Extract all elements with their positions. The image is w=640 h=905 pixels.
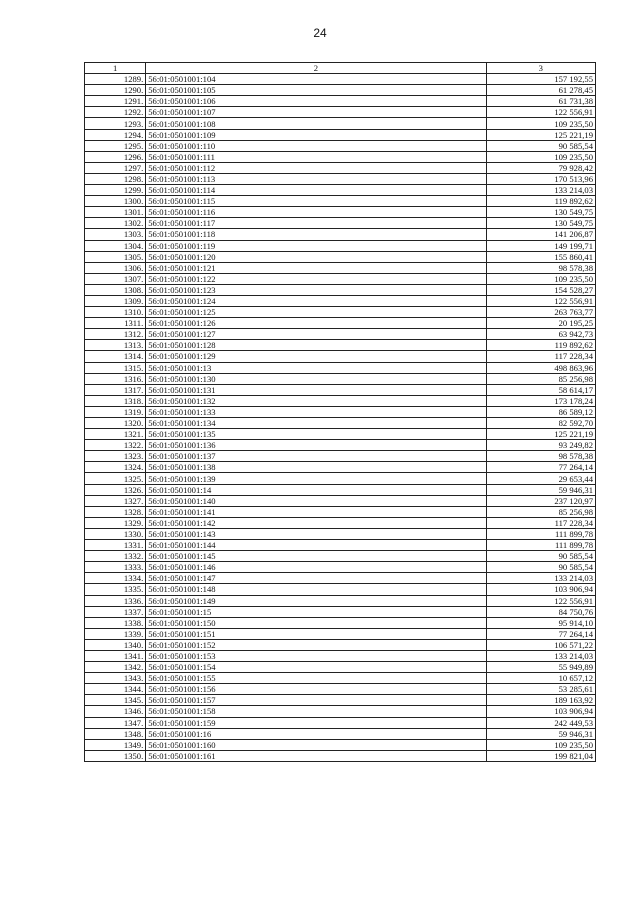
table-row [85, 540, 596, 551]
cadastral-number-cell: 56:01:0501001:131 [146, 384, 486, 395]
value-cell: 237 120,97 [486, 495, 595, 506]
row-number-cell: 1309. [85, 295, 146, 306]
row-number-cell: 1327. [85, 495, 146, 506]
table-row [85, 595, 596, 606]
row-number-cell: 1337. [85, 606, 146, 617]
cadastral-number-cell: 56:01:0501001:125 [146, 307, 486, 318]
table-row [85, 462, 596, 473]
value-cell: 82 592,70 [486, 418, 595, 429]
value-cell: 109 235,50 [486, 118, 595, 129]
row-number-cell: 1289. [85, 74, 146, 85]
table-row [85, 473, 596, 484]
value-cell: 84 750,76 [486, 606, 595, 617]
row-number-cell: 1313. [85, 340, 146, 351]
value-cell: 149 199,71 [486, 240, 595, 251]
row-number-cell: 1341. [85, 650, 146, 661]
row-number-cell: 1328. [85, 506, 146, 517]
value-cell: 263 763,77 [486, 307, 595, 318]
value-cell: 61 278,45 [486, 85, 595, 96]
cadastral-number-cell: 56:01:0501001:137 [146, 451, 486, 462]
cadastral-number-cell: 56:01:0501001:136 [146, 440, 486, 451]
value-cell: 130 549,75 [486, 207, 595, 218]
row-number-cell: 1333. [85, 562, 146, 573]
row-number-cell: 1324. [85, 462, 146, 473]
cadastral-number-cell: 56:01:0501001:144 [146, 540, 486, 551]
table-row [85, 307, 596, 318]
cadastral-number-cell: 56:01:0501001:117 [146, 218, 486, 229]
cadastral-number-cell: 56:01:0501001:143 [146, 528, 486, 539]
cadastral-number-cell: 56:01:0501001:159 [146, 717, 486, 728]
row-number-cell: 1303. [85, 229, 146, 240]
cadastral-number-cell: 56:01:0501001:158 [146, 706, 486, 717]
row-number-cell: 1297. [85, 162, 146, 173]
table-row [85, 384, 596, 395]
value-cell: 133 214,03 [486, 650, 595, 661]
table-row [85, 207, 596, 218]
cadastral-number-cell: 56:01:0501001:156 [146, 684, 486, 695]
cadastral-number-cell: 56:01:0501001:146 [146, 562, 486, 573]
value-cell: 189 163,92 [486, 695, 595, 706]
table-row [85, 96, 596, 107]
cadastral-number-cell: 56:01:0501001:122 [146, 273, 486, 284]
cadastral-number-cell: 56:01:0501001:120 [146, 251, 486, 262]
value-cell: 59 946,31 [486, 728, 595, 739]
column-header-1: 1 [85, 63, 146, 74]
table-row [85, 284, 596, 295]
table-row [85, 728, 596, 739]
cadastral-number-cell: 56:01:0501001:112 [146, 162, 486, 173]
cadastral-number-cell: 56:01:0501001:155 [146, 673, 486, 684]
cadastral-number-cell: 56:01:0501001:139 [146, 473, 486, 484]
value-cell: 122 556,91 [486, 295, 595, 306]
table-row [85, 129, 596, 140]
table-row [85, 373, 596, 384]
row-number-cell: 1315. [85, 362, 146, 373]
table-row [85, 650, 596, 661]
cadastral-number-cell: 56:01:0501001:150 [146, 617, 486, 628]
row-number-cell: 1296. [85, 151, 146, 162]
table-row [85, 185, 596, 196]
value-cell: 61 731,38 [486, 96, 595, 107]
value-cell: 133 214,03 [486, 573, 595, 584]
table-row [85, 695, 596, 706]
value-cell: 109 235,50 [486, 739, 595, 750]
cadastral-number-cell: 56:01:0501001:160 [146, 739, 486, 750]
value-cell: 154 528,27 [486, 284, 595, 295]
value-cell: 90 585,54 [486, 551, 595, 562]
value-cell: 111 899,78 [486, 540, 595, 551]
cadastral-number-cell: 56:01:0501001:148 [146, 584, 486, 595]
table-row [85, 196, 596, 207]
value-cell: 119 892,62 [486, 196, 595, 207]
cadastral-number-cell: 56:01:0501001:126 [146, 318, 486, 329]
table-row [85, 506, 596, 517]
row-number-cell: 1342. [85, 662, 146, 673]
value-cell: 90 585,54 [486, 562, 595, 573]
row-number-cell: 1325. [85, 473, 146, 484]
cadastral-number-cell: 56:01:0501001:115 [146, 196, 486, 207]
row-number-cell: 1300. [85, 196, 146, 207]
value-cell: 98 578,38 [486, 262, 595, 273]
row-number-cell: 1295. [85, 140, 146, 151]
table-body [85, 63, 596, 762]
table-row [85, 107, 596, 118]
table-row [85, 639, 596, 650]
cadastral-number-cell: 56:01:0501001:16 [146, 728, 486, 739]
row-number-cell: 1290. [85, 85, 146, 96]
table-row [85, 329, 596, 340]
cadastral-number-cell: 56:01:0501001:109 [146, 129, 486, 140]
table-row [85, 74, 596, 85]
value-cell: 119 892,62 [486, 340, 595, 351]
table-row [85, 429, 596, 440]
cadastral-number-cell: 56:01:0501001:157 [146, 695, 486, 706]
value-cell: 103 906,94 [486, 584, 595, 595]
cadastral-number-cell: 56:01:0501001:133 [146, 406, 486, 417]
value-cell: 130 549,75 [486, 218, 595, 229]
value-cell: 125 221,19 [486, 429, 595, 440]
table-row [85, 406, 596, 417]
cadastral-number-cell: 56:01:0501001:138 [146, 462, 486, 473]
table-row [85, 517, 596, 528]
row-number-cell: 1338. [85, 617, 146, 628]
value-cell: 55 949,89 [486, 662, 595, 673]
table-row [85, 673, 596, 684]
value-cell: 199 821,04 [486, 750, 595, 761]
cadastral-number-cell: 56:01:0501001:14 [146, 484, 486, 495]
column-header-2: 2 [146, 63, 486, 74]
row-number-cell: 1347. [85, 717, 146, 728]
row-number-cell: 1299. [85, 185, 146, 196]
cadastral-table [84, 62, 596, 762]
cadastral-number-cell: 56:01:0501001:151 [146, 628, 486, 639]
row-number-cell: 1304. [85, 240, 146, 251]
cadastral-number-cell: 56:01:0501001:149 [146, 595, 486, 606]
table-row [85, 750, 596, 761]
row-number-cell: 1340. [85, 639, 146, 650]
cadastral-number-cell: 56:01:0501001:119 [146, 240, 486, 251]
value-cell: 173 178,24 [486, 395, 595, 406]
row-number-cell: 1293. [85, 118, 146, 129]
row-number-cell: 1339. [85, 628, 146, 639]
table-row [85, 706, 596, 717]
row-number-cell: 1306. [85, 262, 146, 273]
row-number-cell: 1326. [85, 484, 146, 495]
cadastral-number-cell: 56:01:0501001:134 [146, 418, 486, 429]
row-number-cell: 1307. [85, 273, 146, 284]
row-number-cell: 1311. [85, 318, 146, 329]
value-cell: 242 449,53 [486, 717, 595, 728]
row-number-cell: 1348. [85, 728, 146, 739]
row-number-cell: 1305. [85, 251, 146, 262]
value-cell: 103 906,94 [486, 706, 595, 717]
cadastral-number-cell: 56:01:0501001:108 [146, 118, 486, 129]
value-cell: 58 614,17 [486, 384, 595, 395]
table-row [85, 262, 596, 273]
cadastral-number-cell: 56:01:0501001:152 [146, 639, 486, 650]
cadastral-number-cell: 56:01:0501001:15 [146, 606, 486, 617]
value-cell: 155 860,41 [486, 251, 595, 262]
cadastral-number-cell: 56:01:0501001:140 [146, 495, 486, 506]
value-cell: 95 914,10 [486, 617, 595, 628]
cadastral-number-cell: 56:01:0501001:142 [146, 517, 486, 528]
table-row [85, 562, 596, 573]
cadastral-number-cell: 56:01:0501001:132 [146, 395, 486, 406]
row-number-cell: 1310. [85, 307, 146, 318]
row-number-cell: 1320. [85, 418, 146, 429]
cadastral-number-cell: 56:01:0501001:105 [146, 85, 486, 96]
row-number-cell: 1301. [85, 207, 146, 218]
value-cell: 85 256,98 [486, 506, 595, 517]
table-row [85, 173, 596, 184]
table-row [85, 739, 596, 750]
table-row [85, 528, 596, 539]
cadastral-number-cell: 56:01:0501001:118 [146, 229, 486, 240]
table-row [85, 240, 596, 251]
row-number-cell: 1302. [85, 218, 146, 229]
value-cell: 53 285,61 [486, 684, 595, 695]
table-row [85, 218, 596, 229]
value-cell: 111 899,78 [486, 528, 595, 539]
value-cell: 133 214,03 [486, 185, 595, 196]
value-cell: 117 228,34 [486, 517, 595, 528]
row-number-cell: 1322. [85, 440, 146, 451]
value-cell: 20 195,25 [486, 318, 595, 329]
value-cell: 93 249,82 [486, 440, 595, 451]
row-number-cell: 1317. [85, 384, 146, 395]
table-row [85, 573, 596, 584]
cadastral-number-cell: 56:01:0501001:124 [146, 295, 486, 306]
table-row [85, 140, 596, 151]
table-row [85, 162, 596, 173]
row-number-cell: 1294. [85, 129, 146, 140]
row-number-cell: 1292. [85, 107, 146, 118]
cadastral-number-cell: 56:01:0501001:153 [146, 650, 486, 661]
value-cell: 59 946,31 [486, 484, 595, 495]
value-cell: 79 928,42 [486, 162, 595, 173]
value-cell: 125 221,19 [486, 129, 595, 140]
table-row [85, 295, 596, 306]
cadastral-number-cell: 56:01:0501001:161 [146, 750, 486, 761]
table-row [85, 717, 596, 728]
cadastral-number-cell: 56:01:0501001:145 [146, 551, 486, 562]
table-row [85, 451, 596, 462]
row-number-cell: 1330. [85, 528, 146, 539]
value-cell: 170 513,96 [486, 173, 595, 184]
table-row [85, 495, 596, 506]
table-row [85, 617, 596, 628]
row-number-cell: 1331. [85, 540, 146, 551]
row-number-cell: 1319. [85, 406, 146, 417]
table-row [85, 351, 596, 362]
row-number-cell: 1334. [85, 573, 146, 584]
table-row [85, 229, 596, 240]
row-number-cell: 1343. [85, 673, 146, 684]
row-number-cell: 1321. [85, 429, 146, 440]
row-number-cell: 1344. [85, 684, 146, 695]
row-number-cell: 1323. [85, 451, 146, 462]
cadastral-number-cell: 56:01:0501001:121 [146, 262, 486, 273]
row-number-cell: 1346. [85, 706, 146, 717]
cadastral-number-cell: 56:01:0501001:104 [146, 74, 486, 85]
table-row [85, 118, 596, 129]
value-cell: 122 556,91 [486, 107, 595, 118]
cadastral-number-cell: 56:01:0501001:13 [146, 362, 486, 373]
value-cell: 63 942,73 [486, 329, 595, 340]
table-row [85, 628, 596, 639]
cadastral-number-cell: 56:01:0501001:123 [146, 284, 486, 295]
table-row [85, 251, 596, 262]
value-cell: 90 585,54 [486, 140, 595, 151]
cadastral-number-cell: 56:01:0501001:107 [146, 107, 486, 118]
table-header-row [85, 63, 596, 74]
table-row [85, 662, 596, 673]
cadastral-number-cell: 56:01:0501001:141 [146, 506, 486, 517]
cadastral-number-cell: 56:01:0501001:106 [146, 96, 486, 107]
table-row [85, 151, 596, 162]
row-number-cell: 1312. [85, 329, 146, 340]
value-cell: 498 863,96 [486, 362, 595, 373]
row-number-cell: 1316. [85, 373, 146, 384]
cadastral-number-cell: 56:01:0501001:116 [146, 207, 486, 218]
value-cell: 77 264,14 [486, 462, 595, 473]
cadastral-number-cell: 56:01:0501001:114 [146, 185, 486, 196]
cadastral-number-cell: 56:01:0501001:128 [146, 340, 486, 351]
value-cell: 77 264,14 [486, 628, 595, 639]
row-number-cell: 1336. [85, 595, 146, 606]
row-number-cell: 1345. [85, 695, 146, 706]
row-number-cell: 1314. [85, 351, 146, 362]
table-row [85, 85, 596, 96]
value-cell: 86 589,12 [486, 406, 595, 417]
table-row [85, 440, 596, 451]
table-row [85, 418, 596, 429]
row-number-cell: 1298. [85, 173, 146, 184]
row-number-cell: 1349. [85, 739, 146, 750]
row-number-cell: 1332. [85, 551, 146, 562]
value-cell: 157 192,55 [486, 74, 595, 85]
value-cell: 141 206,87 [486, 229, 595, 240]
cadastral-number-cell: 56:01:0501001:111 [146, 151, 486, 162]
table-row [85, 484, 596, 495]
table-row [85, 273, 596, 284]
row-number-cell: 1291. [85, 96, 146, 107]
row-number-cell: 1329. [85, 517, 146, 528]
table-row [85, 684, 596, 695]
row-number-cell: 1350. [85, 750, 146, 761]
value-cell: 106 571,22 [486, 639, 595, 650]
row-number-cell: 1318. [85, 395, 146, 406]
value-cell: 10 657,12 [486, 673, 595, 684]
value-cell: 109 235,50 [486, 273, 595, 284]
table-row [85, 584, 596, 595]
value-cell: 98 578,38 [486, 451, 595, 462]
cadastral-number-cell: 56:01:0501001:154 [146, 662, 486, 673]
cadastral-number-cell: 56:01:0501001:129 [146, 351, 486, 362]
table-row [85, 318, 596, 329]
cadastral-number-cell: 56:01:0501001:130 [146, 373, 486, 384]
cadastral-number-cell: 56:01:0501001:110 [146, 140, 486, 151]
cadastral-number-cell: 56:01:0501001:135 [146, 429, 486, 440]
value-cell: 85 256,98 [486, 373, 595, 384]
value-cell: 117 228,34 [486, 351, 595, 362]
row-number-cell: 1308. [85, 284, 146, 295]
value-cell: 29 653,44 [486, 473, 595, 484]
column-header-3: 3 [486, 63, 595, 74]
table-row [85, 362, 596, 373]
cadastral-number-cell: 56:01:0501001:113 [146, 173, 486, 184]
value-cell: 109 235,50 [486, 151, 595, 162]
row-number-cell: 1335. [85, 584, 146, 595]
table-row [85, 395, 596, 406]
value-cell: 122 556,91 [486, 595, 595, 606]
cadastral-number-cell: 56:01:0501001:147 [146, 573, 486, 584]
cadastral-number-cell: 56:01:0501001:127 [146, 329, 486, 340]
table-row [85, 606, 596, 617]
page-number: 24 [313, 26, 327, 40]
table-row [85, 551, 596, 562]
table-row [85, 340, 596, 351]
